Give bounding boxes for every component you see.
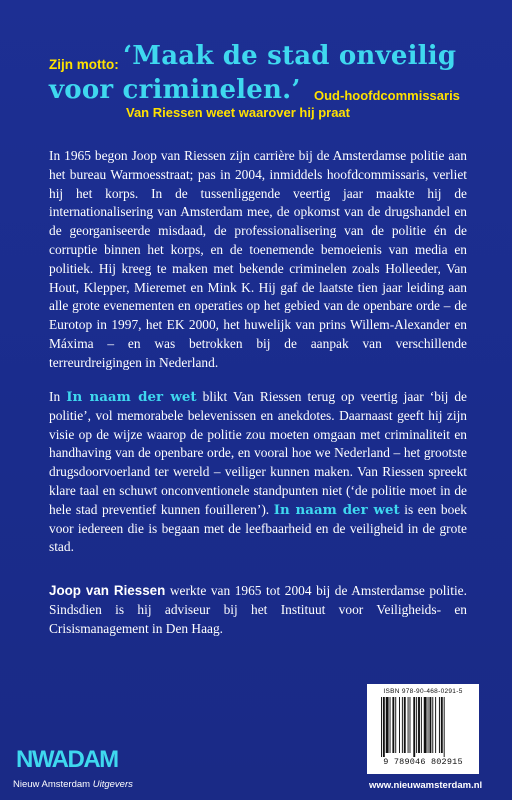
barcode-bar [410,697,411,753]
book-title-highlight: In naam der wet [66,389,197,405]
barcode-bar [399,697,400,753]
author-bio-text: werkte van 1965 tot 2004 bij de Amsterdamse politie. Sindsdien is hij adviseur bij het Instituut voor Veiligheids- en Crisismanagement in Den Haag. [49,583,467,636]
barcode-bar [432,697,433,753]
publisher-name-suffix: Uitgevers [92,779,133,790]
barcode-bar [413,697,415,757]
publisher-name-main: Nieuw Amsterdam [13,779,91,790]
publisher-website: www.nieuwamsterdam.nl [369,780,483,791]
publisher-logo-text: NWADAM [16,746,118,773]
isbn-text: ISBN 978-90-468-0291-5 [383,688,463,695]
barcode-bar [386,697,389,753]
paragraph-2-body: blikt Van Riessen terug op veertig jaar ‘bij de politie’, vol memorabele belevenissen en anekdotes. Daarnaast geeft hij zijn visie op de wijze waarop de politie zou moeten omgaan met criminaliteit en handhaving van de openbare orde, en vooral hoe we Nederland – het grootste drugsdoorvoerland ter wereld – veiliger kunnen maken. Van Riessen spreekt klare taal en schuwt onconventionele standpunten niet (‘de politie moet in de hele stad preventief kunnen fouilleren’). [49,389,467,517]
barcode-bar [418,697,420,753]
book-title-highlight-2: In naam der wet [273,501,400,518]
blurb-paragraph-1: In 1965 begon Joop van Riessen zijn carrière bij de Amsterdamse politie aan het bureau Warmoesstraat; pas in 2004, inmiddels hoofdcommissaris, verliet hij het korps. In de tussenliggende veertig jaar maakte hij de internationalisering van Amsterdam mee, de opkomst van de drugshandel en de georganiseerde misdaad, de professionalisering van de politie én de corruptie binnen het korps, en de toenemende bemoeienis van media en politiek. Hij kreeg te maken met bekende criminelen zoals Holleeder, Van Hout, Klepper, Mieremet en Mink K. Hij gaf de laatste tien jaar leiding aan alle grote evenementen en operaties op het gebied van de openbare orde – de Eurotop in 1997, het EK 2000, het huwelijk van prins Willem-Alexander en Máxima – en was betrokken bij de aanpak van verschillende terreurdreigingen in Nederland. [49,148,467,370]
barcode-bar [421,697,422,753]
blurb-paragraph-2 [49,388,467,557]
barcode-bar [416,697,417,753]
paragraph-2-intro: In [49,389,61,404]
barcode-bar [381,697,382,757]
barcode-bar [424,697,427,753]
isbn-barcode [367,684,479,774]
motto-label: Zijn motto: [49,57,119,72]
publisher-name [13,779,133,790]
barcode-bar [428,697,429,753]
barcode-bar [444,697,445,757]
paragraph-2-end: is een boek voor iedereen die is begaan met de leefbaarheid en de veiligheid in de grote stad. [49,501,467,555]
motto-quote-line2: voor criminelen.’ [49,75,301,105]
barcode-bar [429,697,431,753]
attribution-line2: Van Riessen weet waarover hij praat [126,105,350,120]
barcode-bar [383,697,385,757]
motto-quote-line1: ‘Maak de stad onveilig [123,41,457,71]
barcode-bar [435,697,436,753]
author-bio [49,582,467,638]
barcode-bar [395,697,396,753]
barcode-bar [408,697,409,753]
attribution-line1: Oud-hoofdcommissaris [314,88,460,103]
barcode-bar [404,697,406,753]
publisher-logo [14,746,118,778]
barcode-bar [392,697,394,753]
author-name: Joop van Riessen [49,583,166,598]
ean-digits: 9 789046 802915 [383,757,463,767]
motto-header [0,0,512,140]
barcode-bar [439,697,440,753]
barcode-bar [402,697,403,753]
barcode-bar [390,697,391,753]
barcode-bar [441,697,443,753]
barcode-bars [381,697,467,757]
